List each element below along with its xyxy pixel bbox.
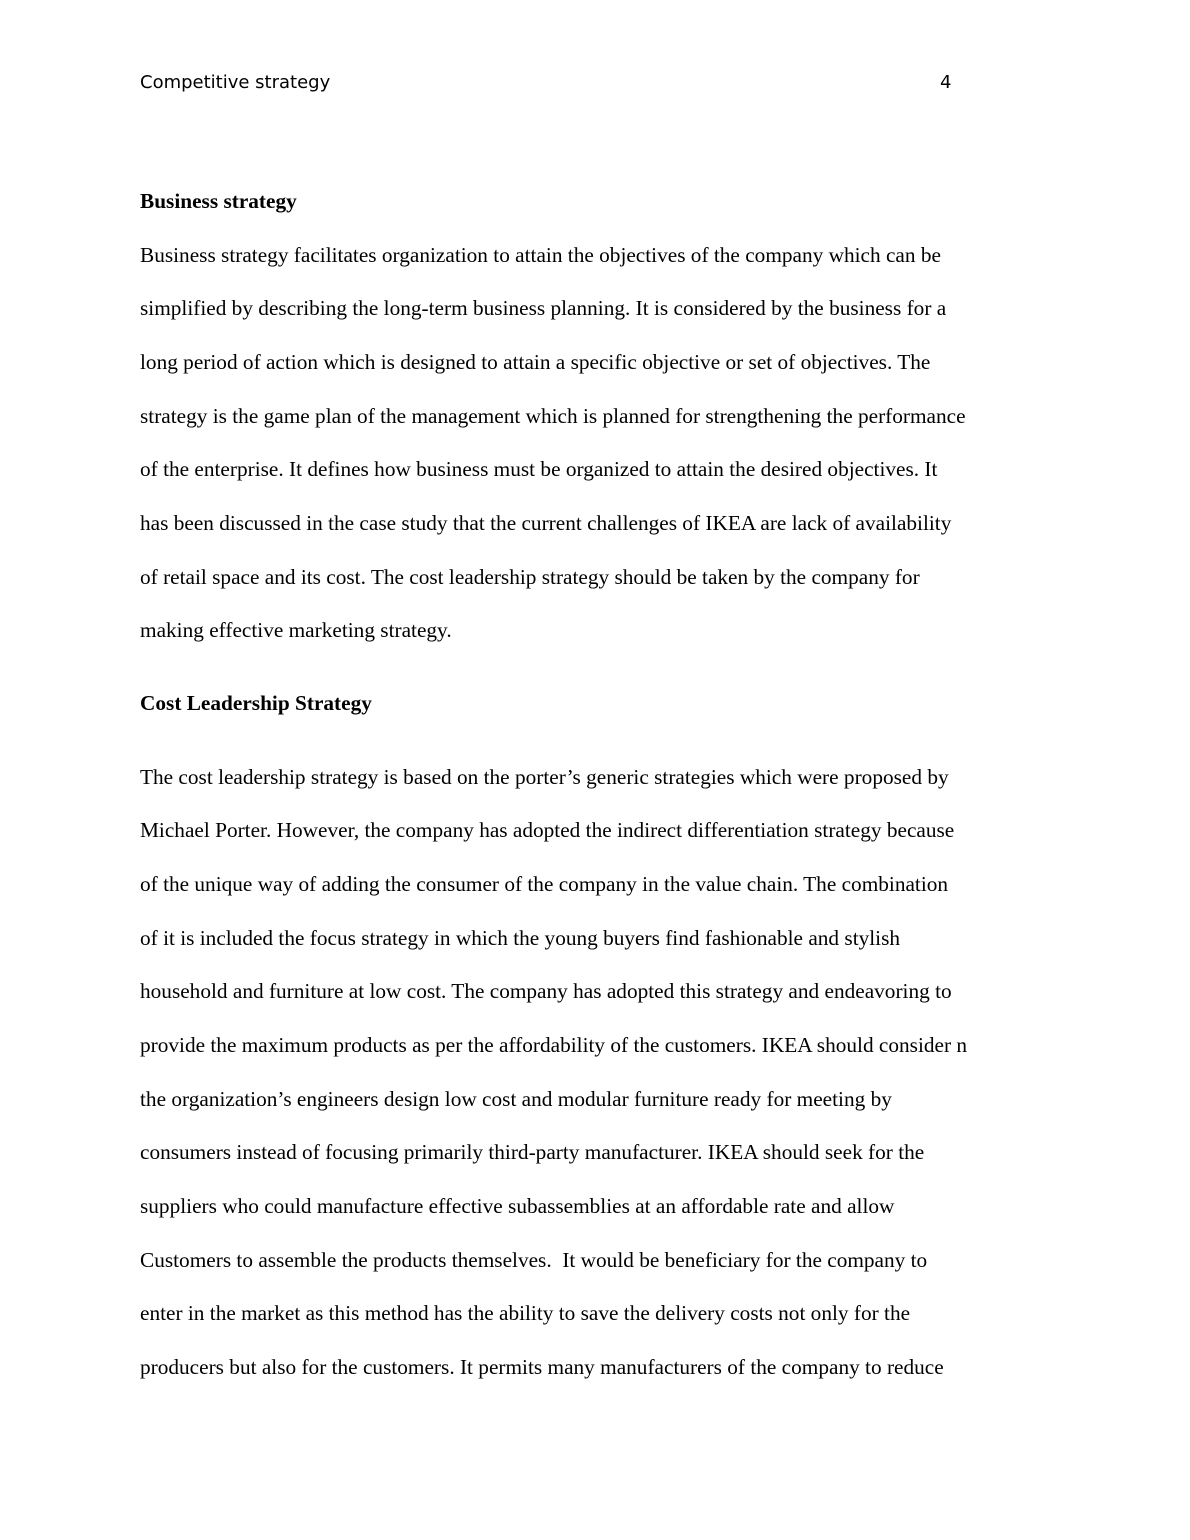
paragraph-line: Business strategy facilitates organization to attain the objectives of the company which can be [140, 243, 941, 267]
paragraph-line: simplified by describing the long-term business planning. It is considered by the business for a [140, 296, 947, 320]
paragraph-line: producers but also for the customers. It permits many manufacturers of the company to reduce [140, 1355, 944, 1379]
section-heading-cost-leadership: Cost Leadership Strategy [140, 691, 372, 715]
page-number: 4 [940, 72, 952, 93]
paragraph-line: Michael Porter. However, the company has adopted the indirect differentiation strategy because [140, 818, 955, 842]
paragraph-line: Customers to assemble the products themselves. It would be beneficiary for the company to [140, 1248, 928, 1272]
paragraph-line: of the enterprise. It defines how business must be organized to attain the desired objectives. It [140, 457, 938, 481]
running-head: Competitive strategy [140, 72, 331, 93]
paragraph-line: suppliers who could manufacture effective subassemblies at an affordable rate and allow [140, 1194, 895, 1218]
paragraph-line: of the unique way of adding the consumer of the company in the value chain. The combination [140, 872, 949, 896]
paragraph-line: of it is included the focus strategy in which the young buyers find fashionable and stylish [140, 926, 901, 950]
paragraph-line: long period of action which is designed to attain a specific objective or set of objectives. The [140, 350, 931, 374]
paragraph-line: making effective marketing strategy. [140, 618, 452, 642]
paragraph-line: of retail space and its cost. The cost leadership strategy should be taken by the company for [140, 565, 920, 589]
section-heading-business-strategy: Business strategy [140, 189, 297, 213]
paragraph-line: consumers instead of focusing primarily third-party manufacturer. IKEA should seek for the [140, 1140, 925, 1164]
paragraph-line: has been discussed in the case study that the current challenges of IKEA are lack of availability [140, 511, 952, 535]
paragraph-line: strategy is the game plan of the management which is planned for strengthening the performance [140, 404, 966, 428]
paragraph-line: The cost leadership strategy is based on the porter’s generic strategies which were proposed by [140, 765, 949, 789]
paragraph-line: household and furniture at low cost. The company has adopted this strategy and endeavoring to [140, 979, 952, 1003]
paragraph-line: provide the maximum products as per the affordability of the customers. IKEA should consider n [140, 1033, 968, 1057]
paragraph-line: enter in the market as this method has the ability to save the delivery costs not only for the [140, 1301, 911, 1325]
paragraph-line: the organization’s engineers design low cost and modular furniture ready for meeting by [140, 1087, 892, 1111]
